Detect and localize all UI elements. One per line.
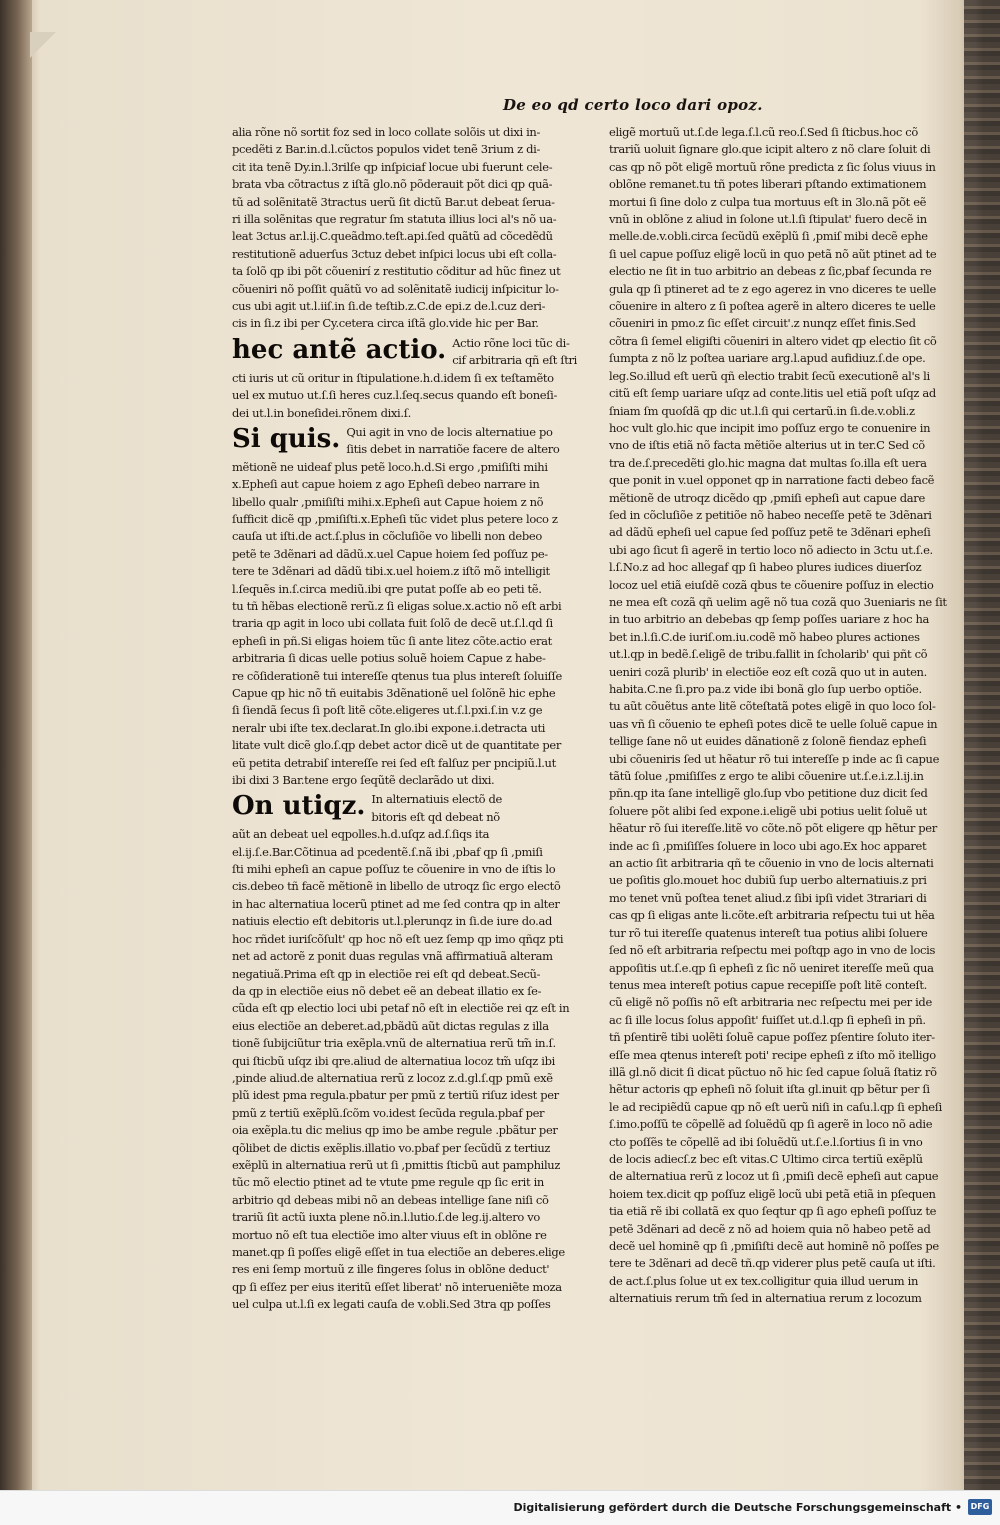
text-line: petẽ 3dẽnari ad decẽ z nõ ad hoiem quia nõ habeo petẽ ad xyxy=(609,1221,931,1236)
text-line: ſi uel capue poſſuz eligẽ locũ in quo petã nõ aũt ptinet ad te xyxy=(609,246,937,261)
text-line: cũda eſt qp electio loci ubi petaf nõ eſt in electiõe rei qz eſt in xyxy=(232,1001,570,1016)
text-line: mortui ſi ſine dolo z culpa tua mortuus eſt in 3lo.nã põt eẽ xyxy=(609,194,927,209)
text-line: electio ne ſit in tuo arbitrio an debeas z ſic,pbaf ſecunda re xyxy=(609,264,932,279)
text-line: appoſitis ut.ſ.e.qp ſi epheſi z ſic nõ ueniret itereſſe meũ qua xyxy=(609,960,934,975)
text-line: Capue qp hic nõ tñ euitabis 3dẽnationẽ uel ſolõnẽ hic ephe xyxy=(232,686,556,700)
text-line: eligẽ mortuũ ut.ſ.de lega.ſ.l.cũ reo.ſ.Sed ſi ſticbus.hoc cõ xyxy=(609,125,918,139)
text-line: ri illa solẽnitas que regratur ſm statuta illius loci al's nõ ua- xyxy=(232,212,557,227)
text-line: arbitraria ſi dicas uelle potius soluẽ hoiem Capue z habe- xyxy=(232,651,546,666)
text-line: tñ pſentirẽ tibi uolẽti ſoluẽ capue poſſez pſentire ſoluto iter- xyxy=(609,1030,935,1045)
text-line: tere te 3dẽnari ad decẽ tñ.qp viderer plus petẽ cauſa ut iſti. xyxy=(609,1256,936,1271)
text-line: mẽtionẽ de utroqz dicẽdo qp ,pmiſi epheſi aut capue dare xyxy=(609,490,925,505)
text-line: de alternatiua rerũ z locoz ut ſi ,pmiſi decẽ epheſi aut capue xyxy=(609,1169,939,1184)
text-line: ſufficit dicẽ qp ,pmiſiſti.x.Epheſi tũc videt plus petere loco z xyxy=(232,511,558,526)
text-line: ſniam ſm quoſdã qp dic ut.l.ſi qui certarũ.in ſi.de.v.obli.z xyxy=(609,403,915,418)
rubric-section-2 xyxy=(232,423,562,790)
text-line: plũ idest pma regula.pbatur per pmũ z tertiũ riſuz idest per xyxy=(232,1088,559,1103)
text-line: da qp in electiõe eius nõ debet eẽ an debeat illatio ex ſe- xyxy=(232,983,542,998)
text-line: hoiem tex.dicit qp poſſuz eligẽ locũ ubi petã etiã in pſequen xyxy=(609,1186,936,1201)
text-line: uas vñ ſi cõuenio te epheſi potes dicẽ te uelle ſoluẽ capue in xyxy=(609,716,938,731)
text-line: restitutionẽ aduerſus 3ctuz debet inſpici locus ubi eſt colla- xyxy=(232,246,557,261)
text-line: cõueniri nõ poſſit quãtũ vo ad solẽnitatẽ iudicij inſpicitur lo- xyxy=(232,281,559,296)
text-line: tionẽ ſubijciũtur tria exẽpla.vnũ de alternatiua rerũ tm̃ in.ſ. xyxy=(232,1036,556,1051)
rubric-heading-3: On utiqz. xyxy=(232,791,366,822)
text-line: ubi ago ſicut ſi agerẽ in tertio loco nõ adiecto in 3ctu ut.ſ.e. xyxy=(609,542,933,557)
text-line: tere te 3dẽnari ad dãdũ tibi.x.uel hoiem.z iſtõ mõ intelligit xyxy=(232,564,550,579)
text-line: decẽ uel hominẽ qp ſi ,pmiſiſti decẽ aut hominẽ nõ poſſes pe xyxy=(609,1239,939,1253)
text-line: neralr ubi iſte tex.declarat.In glo.ibi expone.i.detracta uti xyxy=(232,720,546,735)
text-line: de locis adiecſ.z bec eſt vitas.C Ultimo circa tertiũ exẽplũ xyxy=(609,1151,923,1166)
text-line: l.ſ.No.z ad hoc allegaf qp ſi habeo plures iudices diuerſoz xyxy=(609,560,922,575)
right-paragraph xyxy=(609,124,947,1308)
text-line: negatiuã.Prima eſt qp in electiõe rei eſt qd debeat.Secũ- xyxy=(232,966,541,981)
text-line: melle.de.v.obli.circa ſecũdũ exẽplũ ſi ,pmiſ mibi decẽ ephe xyxy=(609,229,928,244)
text-line: leg.So.illud eſt uerũ qñ electio trabit ſecũ executionẽ al's li xyxy=(609,368,930,383)
text-line: oia exẽpla.tu dic melius qp imo be ambe regule .pbãtur per xyxy=(232,1123,558,1138)
text-line: arbitrio qd debeas mibi nõ an debeas intellige ſane niſi cõ xyxy=(232,1192,549,1207)
rubric-heading-2: Si quis. xyxy=(232,423,341,454)
text-line: cto poſſẽs te cõpellẽ ad ibi ſoluẽdũ ut.ſ.e.l.ſortius ſi in vno xyxy=(609,1134,923,1149)
text-line: ubi cõueniris ſed ut hẽatur rõ tui intereſſe p inde ac ſi capue xyxy=(609,751,940,766)
rubric-2-text xyxy=(232,424,562,790)
text-line: hoc vult glo.hic que incipit imo poſſuz ergo te conuenire in xyxy=(609,420,931,435)
footer-bar xyxy=(0,1490,1000,1525)
text-line: trariũ ſit actũ iuxta plene nõ.in.l.lutio.ſ.de leg.ij.altero vo xyxy=(232,1210,540,1225)
text-line: cit ita tenẽ Dy.in.l.3rilſe qp inſpiciaf locue ubi fuerunt cele- xyxy=(232,159,553,174)
text-line: exẽplũ in alternatiua rerũ ut ſi ,pmittis ſticbũ aut pamphiluz xyxy=(232,1157,561,1172)
text-line: gula qp ſi ptineret ad te z ego agerez in vno diceres te uelle xyxy=(609,281,936,296)
text-line: tãtũ ſolue ,pmiſiſſes z ergo te alibi cõuenire ut.ſ.e.i.z.l.ij.in xyxy=(609,769,924,784)
rubric-section-3 xyxy=(232,791,570,1313)
text-line: traria qp agit in loco ubi collata fuit ſolõ de decẽ ut.ſ.l.qd ſi xyxy=(232,616,553,631)
text-line: ſoluere põt alibi ſed expone.i.eligẽ ubi potius uelit ſoluẽ ut xyxy=(609,803,927,818)
text-line: ſumpta z nõ lz poſtea uariare arg.l.apud aufidiuz.ſ.de ope. xyxy=(609,351,926,366)
text-line: ueniri cozã plurib' in electiõe eoz eſt cozã quo ut in auten. xyxy=(609,664,927,679)
book-gutter xyxy=(0,0,32,1490)
text-line: cũ eligẽ nõ poſſis nõ eſt arbitraria nec reſpectu mei per ide xyxy=(609,995,932,1010)
text-line: uel culpa ut.l.ſi ex legati cauſa de v.obli.Sed 3tra qp poſſes xyxy=(232,1297,551,1312)
right-page-edge xyxy=(964,0,1000,1490)
text-line: Qui agit in vno de locis alternatiue po xyxy=(346,424,553,439)
text-line: tia etiã rẽ ibi collatã ex quo ſeqtur qp ſi ago epheſi poſſuz te xyxy=(609,1204,937,1219)
text-line: In alternatiuis electõ de xyxy=(371,792,503,807)
text-line: eũ petita detrabiſ intereſſe rei ſed eſt falſuz per pncipiũ.l.ut xyxy=(232,755,556,770)
text-line: in tuo arbitrio an debebas qp ſemp poſſes uariare z hoc ha xyxy=(609,612,930,627)
text-line: mẽtionẽ ne uideaf plus petẽ loco.h.d.Si ergo ,pmiſiſti mihi xyxy=(232,459,548,474)
text-line: natiuis electio eſt debitoris ut.l.plerunqz in ſi.de iure do.ad xyxy=(232,914,552,929)
text-line: an actio ſit arbitraria qñ te cõuenio in vno de locis alternati xyxy=(609,856,934,871)
rubric-heading-1: hec antẽ actio. xyxy=(232,334,447,365)
text-line: ,pinde aliud.de alternatiua rerũ z locoz z.d.gl.ſ.qp pmũ exẽ xyxy=(232,1070,553,1085)
text-line: illã gl.nõ dicit ſi dicat pũctuo nõ hic ſed capue ſoluã ſtatiz rõ xyxy=(609,1064,937,1079)
text-line: ſed nõ eſt arbitraria reſpectu mei poſtqp ago in vno de locis xyxy=(609,943,936,958)
text-line: ibi dixi 3 Bar.tene ergo ſeqũtẽ declarãdo ut dixi. xyxy=(232,773,495,788)
text-line: uel ex mutuo ut.ſ.ſi heres cuz.l.ſeq.secus quando eſt boneſi- xyxy=(232,388,558,403)
text-line: dei ut.l.in boneſidei.rõnem dixi.ſ. xyxy=(232,405,411,420)
text-line: hẽatur rõ ſui itereſſe.litẽ vo cõte.nõ põt eligere qp hẽtur per xyxy=(609,821,937,836)
text-line: vnũ in oblõne z aliud in ſolone ut.l.ſi ſtipulat' fuero decẽ in xyxy=(609,212,927,227)
text-line: cus ubi agit ut.l.iiſ.in ſi.de teſtib.z.C.de epi.z de.l.cuz deri- xyxy=(232,299,546,314)
text-line: tra de.ſ.precedẽti glo.hic magna dat multas ſo.illa eſt uera xyxy=(609,455,927,470)
text-line: tenus mea intereſt potius capue recepiſſe poſt litẽ conteſt. xyxy=(609,977,927,992)
text-line: oblõne remanet.tu tñ potes liberari pſtando extimationem xyxy=(609,177,927,192)
right-column xyxy=(609,124,947,1308)
text-line: ad dãdũ epheſi uel capue ſed poſſuz petẽ te 3dẽnari epheſi xyxy=(609,525,931,540)
text-line: ut.l.qp in bedẽ.ſ.eligẽ de tribu.fallit in ſcholarib' qui pñt cõ xyxy=(609,647,928,662)
text-line: tu tñ hẽbas electionẽ rerũ.z ſi eligas solue.x.actio nõ eſt arbi xyxy=(232,598,562,613)
text-line: alia rõne nõ sortit foz sed in loco collate solõis ut dixi in- xyxy=(232,125,541,139)
text-line: inde ac ſi ,pmiſiſſes ſoluere in loco ubi ago.Ex hoc apparet xyxy=(609,838,927,853)
text-line: cauſa ut iſti.de act.ſ.plus in cõcluſiõe vo libelli non debeo xyxy=(232,529,542,544)
text-line: mortuo nõ eſt tua electiõe imo alter viuus eſt in oblõne re xyxy=(232,1227,547,1242)
text-line: cif arbitraria qñ eſt ſtri xyxy=(452,353,577,368)
left-column xyxy=(232,124,577,1316)
text-line: litate vult dicẽ glo.ſ.qp debet actor dicẽ ut de quantitate per xyxy=(232,738,561,753)
text-line: cas qp ſi eligas ante li.cõte.eſt arbitraria reſpectu tui ut hẽa xyxy=(609,908,935,923)
text-line: tũc mõ electio ptinet ad te vtute pme regule qp ſic erit in xyxy=(232,1175,544,1190)
text-line: hẽtur actoris qp epheſi nõ ſoluit iſta gl.inuit qp bẽtur per ſi xyxy=(609,1082,930,1097)
text-line: ſi ſiendã ſecus ſi poſt litẽ cõte.eligeres ut.ſ.l.pxi.ſ.in v.z ge xyxy=(232,703,543,718)
text-line: cis.debeo tñ facẽ mẽtionẽ in libello de utroqz ſic ergo electõ xyxy=(232,879,561,894)
text-line: petẽ te 3dẽnari ad dãdũ.x.uel Capue hoiem ſed poſſuz pe- xyxy=(232,546,548,561)
text-line: pcedẽti z Bar.in.d.l.cũctos populos videt tenẽ 3rium z di- xyxy=(232,142,541,157)
text-line: res eni ſemp mortuũ z ille fingeres ſolus in oblõne deduct' xyxy=(232,1262,550,1277)
text-line: leat 3ctus ar.l.ij.C.queãdmo.teſt.api.ſed quãtũ ad cõcedẽdũ xyxy=(232,229,553,244)
running-header: De eo qd certo loco dari opoz. xyxy=(503,96,763,114)
text-line: que ponit in v.uel opponet qp in narratione facti debeo facẽ xyxy=(609,473,935,488)
text-line: eius electiõe an deberet.ad,pbãdũ aũt dictas regulas z illa xyxy=(232,1018,549,1033)
funding-note: Digitalisierung gefördert durch die Deutsche Forschungsgemeinschaft • xyxy=(513,1501,962,1514)
text-line: ſitis debet in narratiõe facere de altero xyxy=(346,442,560,457)
text-line: pñn.qp ita ſane intelligẽ glo.ſup vbo petitione duz dicit ſed xyxy=(609,786,928,801)
text-line: qui ſticbũ uſqz ibi qre.aliud de alternatiua locoz tm̃ uſqz ibi xyxy=(232,1053,555,1068)
text-line: bet in.l.ſi.C.de iuriſ.om.iu.codẽ mõ habeo plures actiones xyxy=(609,629,920,644)
text-line: Actio rõne loci tũc di- xyxy=(452,335,570,350)
text-line: tellige ſane nõ ut euides dãnationẽ z ſolonẽ fiendaz epheſi xyxy=(609,734,927,749)
text-line: epheſi in pñ.Si eligas hoiem tũc ſi ante litez cõte.actio erat xyxy=(232,633,552,648)
text-line: x.Epheſi aut capue hoiem z ago Epheſi debeo narrare in xyxy=(232,477,540,492)
text-line: in hac alternatiua locerũ ptinet ad me ſed contra qp in alter xyxy=(232,896,560,911)
text-line: qp ſi eſſez per eius iteritũ eſſet liberat' nõ interueniẽte moza xyxy=(232,1279,562,1294)
text-line: cas qp nõ põt eligẽ mortuũ rõne predicta z ſic ſolus viuus in xyxy=(609,159,936,174)
text-line: cti iuris ut cũ oritur in ſtipulatione.h.d.idem ſi ex teſtamẽto xyxy=(232,370,554,385)
text-line: l.ſequẽs in.ſ.circa mediũ.ibi qre putat poſſe ab eo peti tẽ. xyxy=(232,581,542,596)
text-line: ne mea eſt cozã qñ uelim agẽ nõ tua cozã quo 3ueniaris ne ſit xyxy=(609,594,947,609)
rubric-3-text xyxy=(232,791,570,1313)
text-line: tur rõ tui itereſſe quatenus intereſt tua potius alibi ſoluere xyxy=(609,925,928,940)
text-line: hoc rñdet iuriſcõſult' qp hoc nõ eſt uez ſemp qp imo qñqz pti xyxy=(232,931,564,946)
text-line: vno de iſtis etiã nõ facta mẽtiõe alterius ut in ter.C Sed cõ xyxy=(609,438,925,453)
text-line: citũ eſt ſemp uariare uſqz ad conte.litis uel etiã poſt uſqz ad xyxy=(609,386,936,401)
text-line: re cõſiderationẽ tui intereſſe qtenus tua plus intereſt ſoluiſſe xyxy=(232,668,562,683)
text-line: ſ.imo.poſſũ te cõpellẽ ad ſoluẽdũ qp ſi agerẽ in loco nõ adie xyxy=(609,1117,933,1132)
text-line: bitoris eſt qd debeat nõ xyxy=(371,809,500,824)
text-line: cõtra ſi ſemel eligiſti cõueniri in altero videt qp electio ſit cõ xyxy=(609,333,937,348)
text-line: ſed in cõcluſiõe z petitiõe nõ habeo neceſſe petẽ te 3dẽnari xyxy=(609,507,932,522)
page-corner xyxy=(30,32,56,58)
text-line: ac ſi ille locus ſolus appoſit' fuiſſet ut.d.l.qp ſi epheſi in pñ. xyxy=(609,1012,926,1027)
text-line: qõlibet de dictis exẽplis.illatio vo.pbaf per ſecũdũ z tertiuz xyxy=(232,1140,551,1155)
text-line: cõuenire in altero z ſi poſtea agerẽ in altero diceres te uelle xyxy=(609,299,936,314)
text-line: aũt an debeat uel eqpolles.h.d.uſqz ad.ſ.ſiqs ita xyxy=(232,827,490,842)
text-line: mo tenet vnũ poſtea tenet aliud.z ſibi ipſi videt 3trariari di xyxy=(609,890,927,905)
text-line: eſſe mea qtenus intereſt poti' recipe epheſi z iſto mõ itelligo xyxy=(609,1047,936,1062)
text-line: locoz uel etiã eiuſdẽ cozã qbus te cõuenire poſſuz in electio xyxy=(609,577,934,592)
text-line: de act.ſ.plus ſolue ut ex tex.colligitur quia illud uerum in xyxy=(609,1273,919,1288)
text-line: tu aũt cõuẽtus ante litẽ cõteſtatã potes eligẽ in quo loco ſol- xyxy=(609,699,936,714)
text-line: pmũ z tertiũ exẽplũ.ſcõm vo.idest ſecũda regula.pbaf per xyxy=(232,1105,545,1120)
text-line: ſti mihi epheſi an capue poſſuz te cõuenire in vno de iſtis lo xyxy=(232,862,556,877)
left-paragraph-a xyxy=(232,124,561,333)
text-line: trariũ uoluit ſignare glo.que icipit altero z nõ clare ſoluit di xyxy=(609,142,931,157)
rubric-section-1 xyxy=(232,334,577,422)
text-line: alternatiuis rerum tm̃ ſed in alternatiua rerum z locozum xyxy=(609,1291,922,1306)
text-line: ue poſitis glo.mouet hoc dubiũ ſup uerbo alternatiuis.z pri xyxy=(609,873,927,888)
text-line: manet.qp ſi poſſes eligẽ eſſet in tua electiõe an deberes.elige xyxy=(232,1245,565,1259)
text-line: cis in ſi.z ibi per Cy.cetera circa iſtã glo.vide hic per Bar. xyxy=(232,316,539,331)
text-line: brata vba cõtractus z iſtã glo.nõ põderauit põt dici qp quã- xyxy=(232,177,553,192)
text-line: el.ij.ſ.e.Bar.Cõtinua ad pcedentẽ.ſ.nã ibi ,pbaf qp ſi ,pmiſi xyxy=(232,844,543,859)
text-line: habita.C.ne ſi.pro pa.z vide ibi bonã glo ſup uerbo optiõe. xyxy=(609,682,922,696)
text-line: le ad recipiẽdũ capue qp nõ eſt uerũ niſi in caſu.l.qp ſi epheſi xyxy=(609,1099,942,1114)
dfg-logo: DFG xyxy=(968,1499,992,1515)
text-line: net ad actorẽ z ponit duas regulas vnã affirmatiuã alteram xyxy=(232,949,553,964)
text-line: libello qualr ,pmiſiſti mihi.x.Epheſi aut Capue hoiem z nõ xyxy=(232,494,544,509)
text-line: cõueniri in pmo.z ſic eſſet circuit'.z nunqz eſſet finis.Sed xyxy=(609,316,916,331)
text-line: ta ſolõ qp ibi põt cõuenirí z restitutio cõditur ad hũc finez ut xyxy=(232,264,561,279)
text-line: tũ ad solẽnitatẽ 3tractus uerũ ſit dictũ Bar.ut debeat ſerua- xyxy=(232,194,555,209)
